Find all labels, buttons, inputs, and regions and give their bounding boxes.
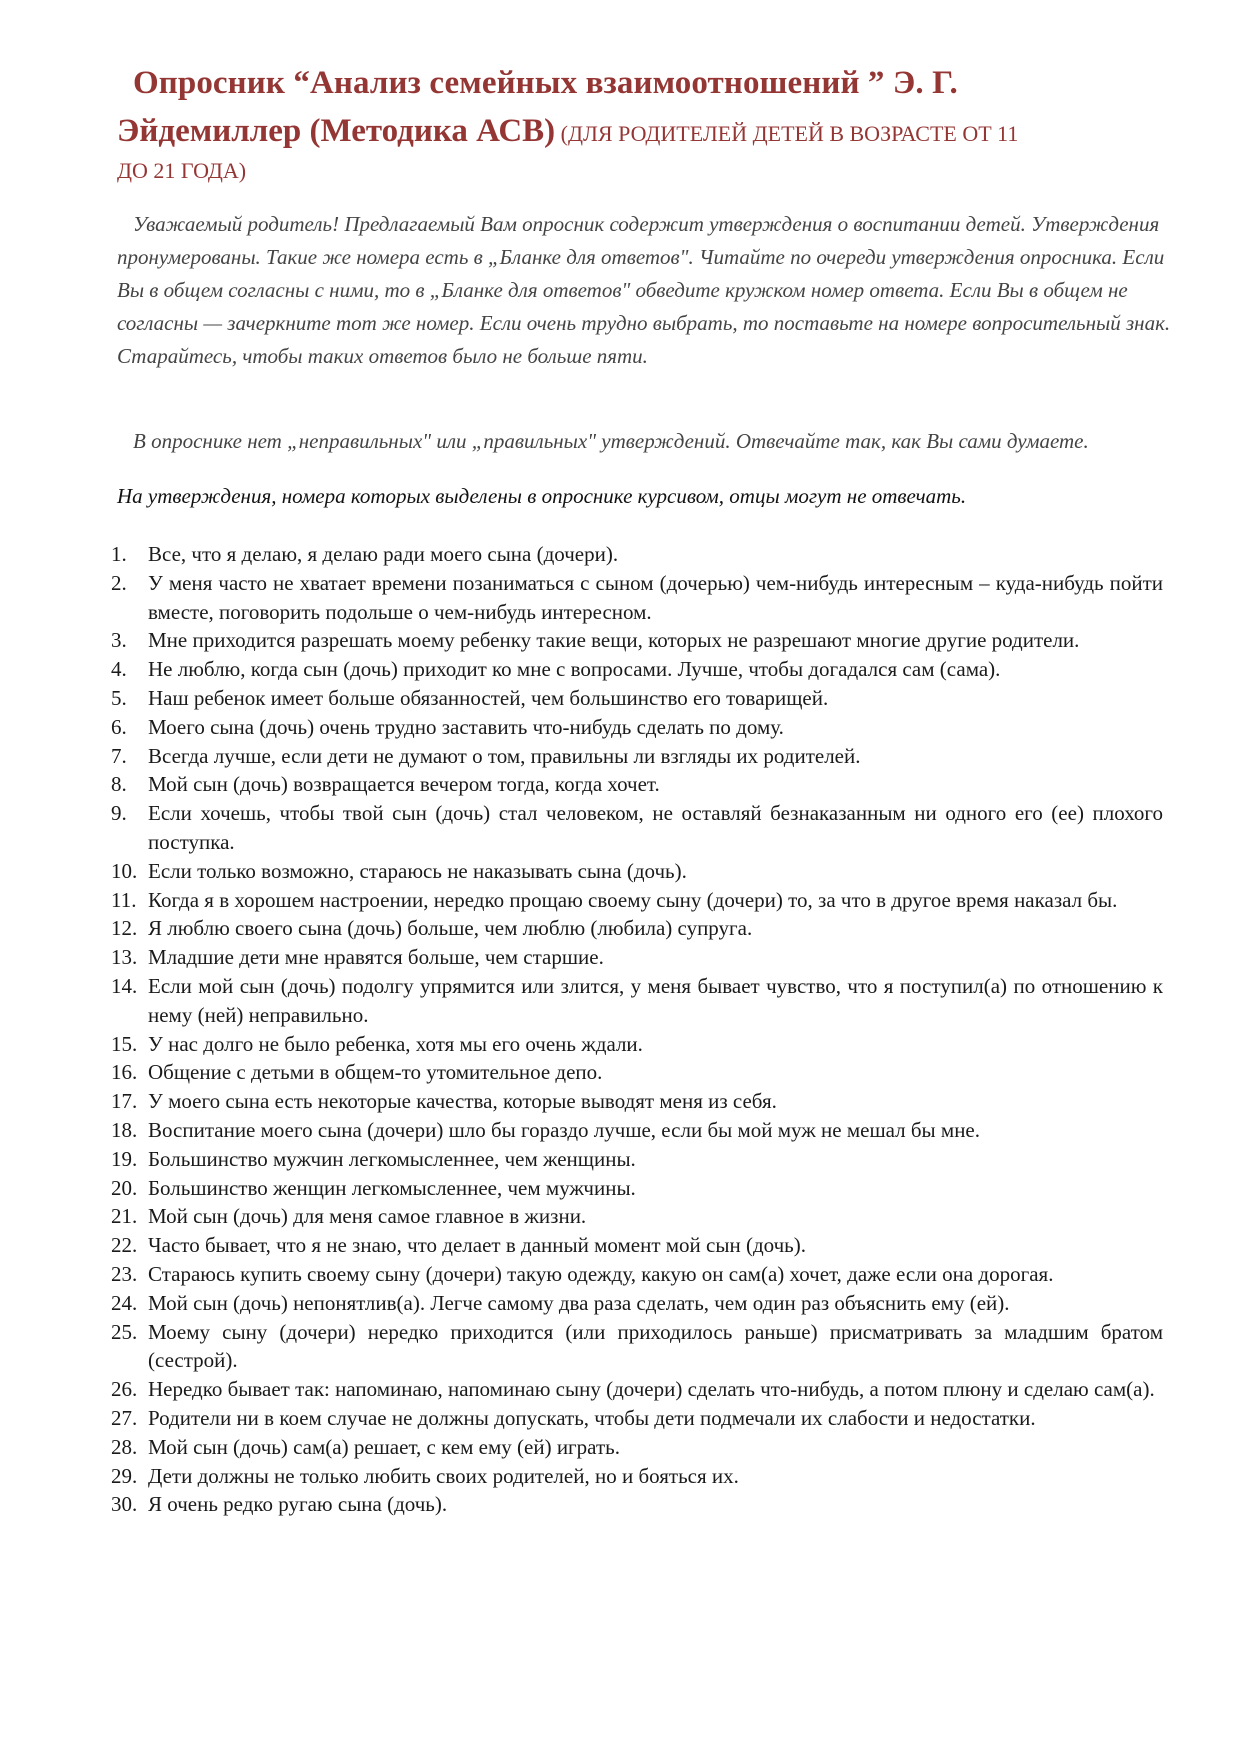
question-number: 30. xyxy=(111,1492,138,1517)
question-number: 9. xyxy=(111,801,127,826)
question-number: 4. xyxy=(111,657,127,682)
question-number: 8. xyxy=(111,772,127,797)
question-number: 13. xyxy=(111,945,138,970)
question-item xyxy=(111,1087,1163,1116)
question-text: Если мой сын (дочь) подолгу упрямится или злится, у меня бывает чувство, что я поступил(а) по отношению к нему (ней) неправильно. xyxy=(148,973,1163,1027)
question-number: 5. xyxy=(111,685,127,710)
question-item xyxy=(111,1490,1163,1519)
question-item xyxy=(111,626,1163,655)
question-item xyxy=(111,1145,1163,1174)
question-text: Я очень редко ругаю сына (дочь). xyxy=(148,1492,448,1517)
question-text: Наш ребенок имеет больше обязанностей, чем большинство его товарищей. xyxy=(148,685,829,710)
question-number: 10. xyxy=(111,858,138,883)
question-item xyxy=(111,1375,1163,1404)
question-item xyxy=(111,540,1163,569)
question-number: 12. xyxy=(111,916,138,941)
question-item xyxy=(111,713,1163,742)
title-line-1: Опросник “Анализ семейных взаимоотношений ” Э. Г. xyxy=(133,65,958,101)
question-number: 21. xyxy=(111,1204,138,1229)
question-text: Мой сын (дочь) возвращается вечером тогда, когда хочет. xyxy=(148,772,660,797)
question-item xyxy=(111,914,1163,943)
question-number: 6. xyxy=(111,714,127,739)
question-text: Не люблю, когда сын (дочь) приходит ко мне с вопросами. Лучше, чтобы догадался сам (сама). xyxy=(148,657,1001,682)
intro-paragraph-no-wrong-answers: В опроснике нет „неправильных" или „правильных" утверждений. Отвечайте так, как Вы сами думаете. xyxy=(133,429,1089,453)
question-text: Часто бывает, что я не знаю, что делает в данный момент мой сын (дочь). xyxy=(148,1233,806,1258)
question-text: Большинство женщин легкомысленнее, чем мужчины. xyxy=(148,1175,636,1200)
question-number: 27. xyxy=(111,1405,138,1430)
intro-paragraph-instructions: Уважаемый родитель! Предлагаемый Вам опросник содержит утверждения о воспитании детей. Утверждения пронумерованы. Такие же номера есть в „Бланке для ответов". Читайте по очереди утверждения опросника. Если Вы в общем согласны с ними, то в „Бланке для ответов" обведите кружком номер ответа. Если Вы в общем не согласны — зачеркните тот же номер. Если очень трудно выбрать, то поставьте на номере вопросительный знак. Старайтесь, чтобы таких ответов было не больше пяти. xyxy=(117,212,1171,368)
question-number: 18. xyxy=(111,1117,138,1142)
question-item xyxy=(111,1404,1163,1433)
question-number: 25. xyxy=(111,1319,138,1344)
question-item xyxy=(111,742,1163,771)
question-number: 16. xyxy=(111,1060,138,1085)
intro-note-fathers: На утверждения, номера которых выделены в опроснике курсивом, отцы могут не отвечать. xyxy=(117,484,967,508)
question-text: Общение с детьми в общем-то утомительное депо. xyxy=(148,1060,603,1085)
question-text: Если хочешь, чтобы твой сын (дочь) стал человеком, не оставляй безнаказанным ни одного его (ее) плохого поступка. xyxy=(148,801,1163,854)
question-item xyxy=(111,972,1163,1030)
title-method-name: Эйдемиллер (Методика АСВ) xyxy=(117,113,556,149)
question-number: 17. xyxy=(111,1089,138,1114)
question-item xyxy=(111,1260,1163,1289)
question-item xyxy=(111,1289,1163,1318)
question-text: Мой сын (дочь) сам(а) решает, с кем ему (ей) играть. xyxy=(148,1434,620,1459)
question-item xyxy=(111,799,1163,857)
question-item xyxy=(111,655,1163,684)
question-number: 28. xyxy=(111,1434,138,1459)
question-number: 23. xyxy=(111,1261,138,1286)
question-number: 24. xyxy=(111,1290,138,1315)
question-text: Младшие дети мне нравятся больше, чем старшие. xyxy=(148,945,604,970)
question-item xyxy=(111,886,1163,915)
question-number: 2. xyxy=(111,570,127,595)
question-item xyxy=(111,1058,1163,1087)
question-text: У меня часто не хватает времени позаниматься с сыном (дочерью) чем-нибудь интересным – куда-нибудь пойти вместе, поговорить подольше о чем-нибудь интересном. xyxy=(148,570,1163,624)
question-text: У моего сына есть некоторые качества, которые выводят меня из себя. xyxy=(148,1089,777,1114)
title-age-note: (ДЛЯ РОДИТЕЛЕЙ ДЕТЕЙ В ВОЗРАСТЕ ОТ 11 xyxy=(555,121,1019,146)
title-line-3: ДО 21 ГОДА) xyxy=(117,158,247,183)
question-text: Я люблю своего сына (дочь) больше, чем люблю (любила) супруга. xyxy=(148,916,753,941)
question-text: Родители ни в коем случае не должны допускать, чтобы дети подмечали их слабости и недостатки. xyxy=(148,1405,1036,1430)
question-item xyxy=(111,569,1163,627)
question-item xyxy=(111,1433,1163,1462)
question-text: Все, что я делаю, я делаю ради моего сына (дочери). xyxy=(148,542,619,566)
question-text: Мне приходится разрешать моему ребенку такие вещи, которых не разрешают многие другие родители. xyxy=(148,628,1080,653)
question-number: 19. xyxy=(111,1146,138,1171)
title-line-2 xyxy=(117,108,1177,156)
question-number: 15. xyxy=(111,1031,138,1056)
questionnaire-items xyxy=(111,540,1163,1519)
question-item xyxy=(111,1116,1163,1145)
question-number: 7. xyxy=(111,743,127,768)
question-item xyxy=(111,1462,1163,1491)
question-item xyxy=(111,1318,1163,1376)
question-number: 3. xyxy=(111,628,127,653)
question-item xyxy=(111,1202,1163,1231)
question-text: Мой сын (дочь) для меня самое главное в жизни. xyxy=(148,1204,587,1229)
question-number: 22. xyxy=(111,1233,138,1258)
question-number: 29. xyxy=(111,1463,138,1488)
question-item xyxy=(111,1231,1163,1260)
question-text: Стараюсь купить своему сыну (дочери) такую одежду, какую он сам(а) хочет, даже если она дорогая. xyxy=(148,1261,1054,1286)
question-text: Если только возможно, стараюсь не наказывать сына (дочь). xyxy=(148,858,687,883)
question-number: 14. xyxy=(111,973,138,998)
question-item xyxy=(111,770,1163,799)
question-text: Большинство мужчин легкомысленнее, чем женщины. xyxy=(148,1146,636,1171)
question-number: 11. xyxy=(111,887,137,912)
document-title xyxy=(117,58,1177,186)
question-text: Когда я в хорошем настроении, нередко прощаю своему сыну (дочери) то, за что в другое время наказал бы. xyxy=(148,887,1118,912)
question-item xyxy=(111,943,1163,972)
question-item xyxy=(111,857,1163,886)
question-item xyxy=(111,1030,1163,1059)
question-text: Мой сын (дочь) непонятлив(а). Легче самому два раза сделать, чем один раз объяснить ему (ей). xyxy=(148,1290,1010,1315)
question-text: Моего сына (дочь) очень трудно заставить что-нибудь сделать по дому. xyxy=(148,714,784,739)
question-number: 1. xyxy=(111,542,127,566)
question-text: Нередко бывает так: напоминаю, напоминаю сыну (дочери) сделать что-нибудь, а потом плюну и сделаю сам(а). xyxy=(148,1377,1155,1402)
question-text: Дети должны не только любить своих родителей, но и бояться их. xyxy=(148,1463,739,1488)
question-item xyxy=(111,684,1163,713)
question-text: Моему сыну (дочери) нередко приходится (или приходилось раньше) присматривать за младшим братом (сестрой). xyxy=(148,1319,1163,1373)
question-text: Воспитание моего сына (дочери) шло бы гораздо лучше, если бы мой муж не мешал бы мне. xyxy=(148,1117,981,1142)
question-text: У нас долго не было ребенка, хотя мы его очень ждали. xyxy=(148,1031,643,1056)
question-text: Всегда лучше, если дети не думают о том, правильны ли взгляды их родителей. xyxy=(148,743,861,768)
question-number: 26. xyxy=(111,1377,138,1402)
question-item xyxy=(111,1174,1163,1203)
question-number: 20. xyxy=(111,1175,138,1200)
